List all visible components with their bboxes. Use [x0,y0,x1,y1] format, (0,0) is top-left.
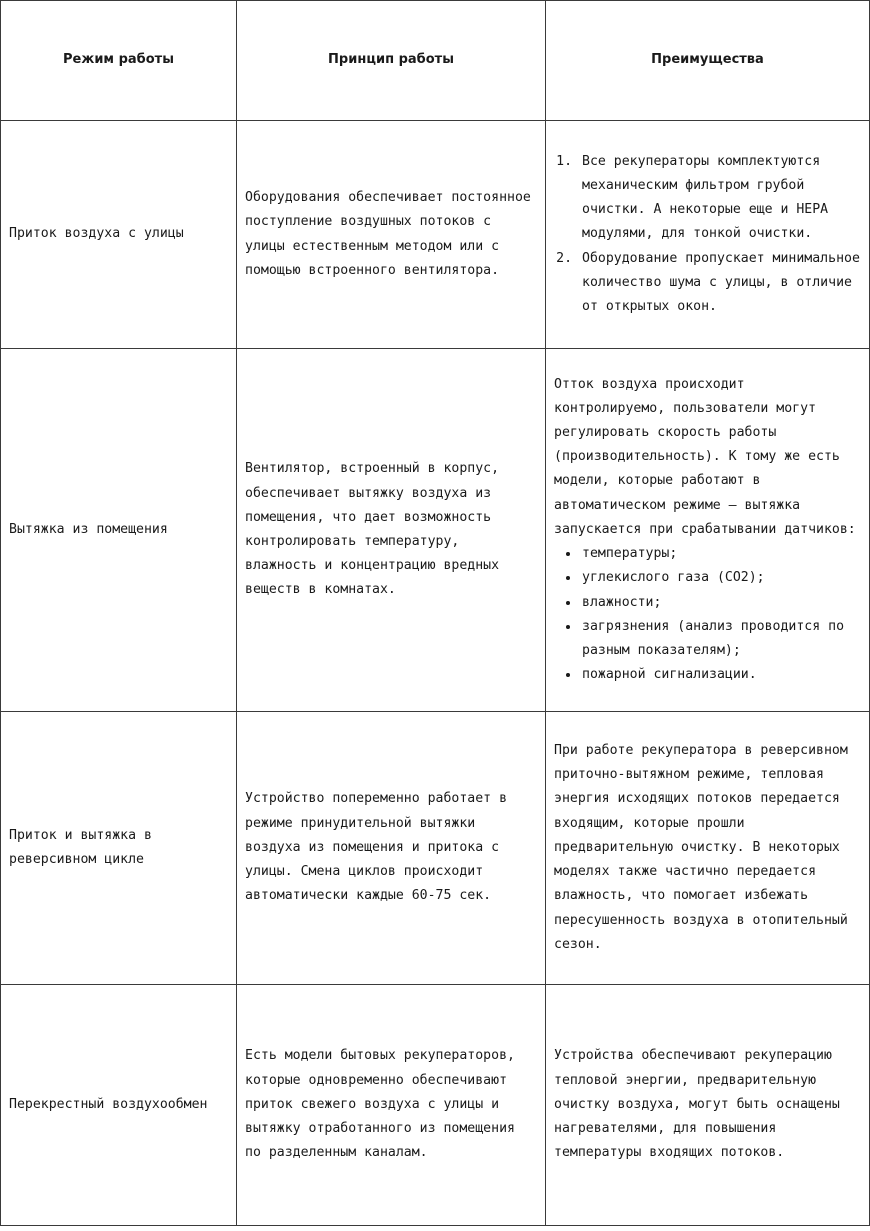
advantages-cell: Устройства обеспечивают рекуперацию тепловой энергии, предварительную очистку воздуха, могут быть оснащены нагревателями, для повышения температуры входящих потоков. [546,985,870,1226]
advantages-numbered-list [554,150,861,319]
list-item: • загрязнения (анализ проводится по разным показателям); [580,615,861,663]
list-item: • влажности; [580,591,861,615]
table-row [1,121,870,349]
mode-cell: Вытяжка из помещения [1,349,237,712]
list-item: 1. Все рекуператоры комплектуются механическим фильтром грубой очистки. А некоторые еще и HEPA модулями, для тонкой очистки. [580,150,861,247]
mode-cell: Приток воздуха с улицы [1,121,237,349]
list-item: • пожарной сигнализации. [580,663,861,687]
header-principle: Принцип работы [237,1,546,121]
principle-cell: Оборудования обеспечивает постоянное поступление воздушных потоков с улицы естественным методом или с помощью встроенного вентилятора. [237,121,546,349]
advantages-cell [546,349,870,712]
mode-cell: Приток и вытяжка в реверсивном цикле [1,712,237,985]
advantages-intro: Отток воздуха происходит контролируемо, пользователи могут регулировать скорость работы (производительность). К тому же есть модели, которые работают в автоматическом режиме — вытяжка запускается при срабатывании датчиков: [554,376,856,537]
header-mode: Режим работы [1,1,237,121]
principle-cell: Вентилятор, встроенный в корпус, обеспечивает вытяжку воздуха из помещения, что дает возможность контролировать температуру, влажность и концентрацию вредных веществ в комнатах. [237,349,546,712]
list-item: • углекислого газа (CO2); [580,566,861,590]
sensor-bullet-list [554,542,861,687]
table-row [1,985,870,1226]
list-item: 2. Оборудование пропускает минимальное количество шума с улицы, в отличие от открытых окон. [580,247,861,320]
advantages-cell: При работе рекуператора в реверсивном приточно-вытяжном режиме, тепловая энергия исходящих потоков передается входящим, которые прошли предварительную очистку. В некоторых моделях также частично передается влажность, что помогает избежать пересушенность воздуха в отопительный сезон. [546,712,870,985]
table-row [1,712,870,985]
advantages-cell [546,121,870,349]
table-row [1,349,870,712]
mode-cell: Перекрестный воздухообмен [1,985,237,1226]
list-item: • температуры; [580,542,861,566]
header-row [1,1,870,121]
principle-cell: Устройство попеременно работает в режиме принудительной вытяжки воздуха из помещения и притока с улицы. Смена циклов происходит автоматически каждые 60-75 сек. [237,712,546,985]
principle-cell: Есть модели бытовых рекуператоров, которые одновременно обеспечивают приток свежего воздуха с улицы и вытяжку отработанного из помещения по разделенным каналам. [237,985,546,1226]
header-advantages: Преимущества [546,1,870,121]
